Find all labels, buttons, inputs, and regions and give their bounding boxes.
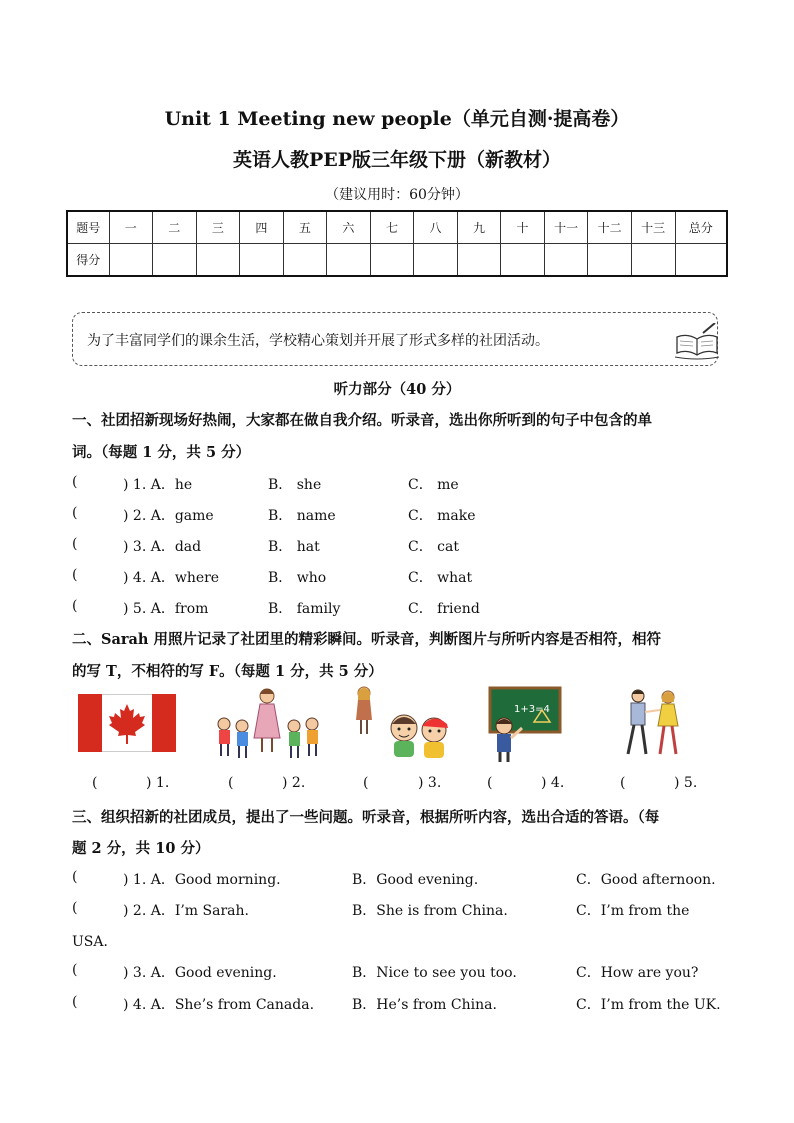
table-cell: 八: [414, 211, 458, 244]
option-c: C． make: [408, 508, 476, 524]
option-b: B．He’s from China.: [352, 997, 497, 1013]
option-a: ) 5. A．from: [123, 601, 209, 617]
answer-blank[interactable]: (: [72, 900, 78, 916]
kids-talking-icon: [352, 684, 454, 764]
table-cell: 一: [109, 211, 153, 244]
option-c: C． what: [408, 570, 473, 586]
table-cell: 十一: [544, 211, 588, 244]
section3-heading: 三、组织招新的社团成员，提出了一些问题。听录音，根据所听内容，选出合适的答语。（每: [72, 809, 660, 826]
two-people-walking-icon: [620, 688, 688, 760]
picture-label: ) 5.: [674, 775, 698, 791]
answer-blank[interactable]: (: [72, 962, 78, 978]
option-b: B． hat: [268, 539, 320, 555]
intro-text: 为了丰富同学们的课余生活，学校精心策划并开展了形式多样的社团活动。: [87, 333, 549, 349]
score-cell[interactable]: [240, 244, 284, 277]
option-c: C．I’m from the: [576, 903, 690, 919]
table-cell: 九: [457, 211, 501, 244]
section1-heading: 一、社团招新现场好热闹，大家都在做自我介绍。听录音，选出你所听到的句子中包含的单: [72, 412, 652, 429]
score-header-row: [67, 211, 727, 244]
score-cell[interactable]: [414, 244, 458, 277]
score-cell[interactable]: [109, 244, 153, 277]
table-cell: 十: [501, 211, 545, 244]
book-pen-icon: [673, 323, 721, 363]
answer-blank[interactable]: (: [487, 775, 493, 791]
score-cell[interactable]: [501, 244, 545, 277]
table-cell: 十二: [588, 211, 632, 244]
teacher-children-icon: [210, 686, 325, 762]
score-cell[interactable]: [588, 244, 632, 277]
answer-blank[interactable]: (: [72, 474, 78, 490]
suggested-time: （建议用时：60分钟）: [325, 187, 469, 203]
section3-heading-cont: 题 2 分，共 10 分）: [72, 840, 210, 857]
option-a: ) 4. A．where: [123, 570, 220, 586]
score-cell[interactable]: [283, 244, 327, 277]
option-a: ) 2. A．game: [123, 508, 214, 524]
option-a: ) 1. A．Good morning.: [123, 872, 281, 888]
teacher-blackboard-icon: [486, 686, 562, 762]
option-a: ) 2. A．I’m Sarah.: [123, 903, 249, 919]
option-c-wrap: USA．: [72, 934, 118, 950]
answer-blank[interactable]: (: [92, 775, 98, 791]
table-cell: 十三: [631, 211, 675, 244]
option-b: B．Good evening.: [352, 872, 479, 888]
option-c: C． me: [408, 477, 459, 493]
listening-title: 听力部分（40 分）: [333, 381, 461, 398]
option-b: B．Nice to see you too.: [352, 965, 517, 981]
table-cell: 得分: [67, 244, 109, 277]
table-cell: 三: [196, 211, 240, 244]
picture-label: ) 1.: [146, 775, 170, 791]
answer-blank[interactable]: (: [72, 505, 78, 521]
option-c: C．I’m from the UK.: [576, 997, 721, 1013]
answer-blank[interactable]: (: [72, 994, 78, 1010]
answer-blank[interactable]: (: [72, 869, 78, 885]
option-c: C．Good afternoon.: [576, 872, 716, 888]
answer-blank[interactable]: (: [363, 775, 369, 791]
answer-blank[interactable]: (: [228, 775, 234, 791]
picture-label: ) 2.: [282, 775, 306, 791]
table-cell: 题号: [67, 211, 109, 244]
score-cell[interactable]: [457, 244, 501, 277]
picture-label: ) 3.: [418, 775, 442, 791]
option-a: ) 3. A．dad: [123, 539, 202, 555]
option-c: C． cat: [408, 539, 459, 555]
answer-blank[interactable]: (: [620, 775, 626, 791]
score-cell[interactable]: [327, 244, 371, 277]
option-b: B． family: [268, 601, 341, 617]
score-row: [67, 244, 727, 277]
table-cell: 六: [327, 211, 371, 244]
score-cell[interactable]: [544, 244, 588, 277]
table-cell: 五: [283, 211, 327, 244]
canada-flag-icon: [78, 694, 176, 752]
answer-blank[interactable]: (: [72, 598, 78, 614]
score-cell[interactable]: [370, 244, 414, 277]
blackboard-text: 1+3=4: [514, 704, 550, 715]
table-cell: 四: [240, 211, 284, 244]
score-cell[interactable]: [631, 244, 675, 277]
option-c: C． friend: [408, 601, 480, 617]
table-cell: 七: [370, 211, 414, 244]
option-a: ) 4. A．She’s from Canada.: [123, 997, 315, 1013]
answer-blank[interactable]: (: [72, 567, 78, 583]
table-cell: 二: [153, 211, 197, 244]
table-cell: 总分: [675, 211, 727, 244]
option-a: ) 1. A．he: [123, 477, 193, 493]
section1-heading-cont: 词。（每题 1 分，共 5 分）: [72, 444, 251, 461]
option-b: B． she: [268, 477, 322, 493]
section2-heading-cont: 的写 T，不相符的写 F。（每题 1 分，共 5 分）: [72, 663, 383, 680]
option-c: C．How are you?: [576, 965, 699, 981]
option-b: B． name: [268, 508, 336, 524]
option-a: ) 3. A．Good evening.: [123, 965, 277, 981]
score-table: [66, 210, 728, 277]
section2-heading: 二、Sarah 用照片记录了社团里的精彩瞬间。听录音，判断图片与所听内容是否相符，相符: [72, 631, 661, 648]
score-cell[interactable]: [196, 244, 240, 277]
score-cell[interactable]: [675, 244, 727, 277]
intro-box: [72, 312, 718, 366]
picture-label: ) 4.: [541, 775, 565, 791]
option-b: B． who: [268, 570, 327, 586]
answer-blank[interactable]: (: [72, 536, 78, 552]
page-subtitle: 英语人教PEP版三年级下册（新教材）: [232, 149, 562, 171]
score-cell[interactable]: [153, 244, 197, 277]
option-b: B．She is from China.: [352, 903, 508, 919]
page-title: Unit 1 Meeting new people（单元自测·提高卷）: [164, 108, 630, 130]
